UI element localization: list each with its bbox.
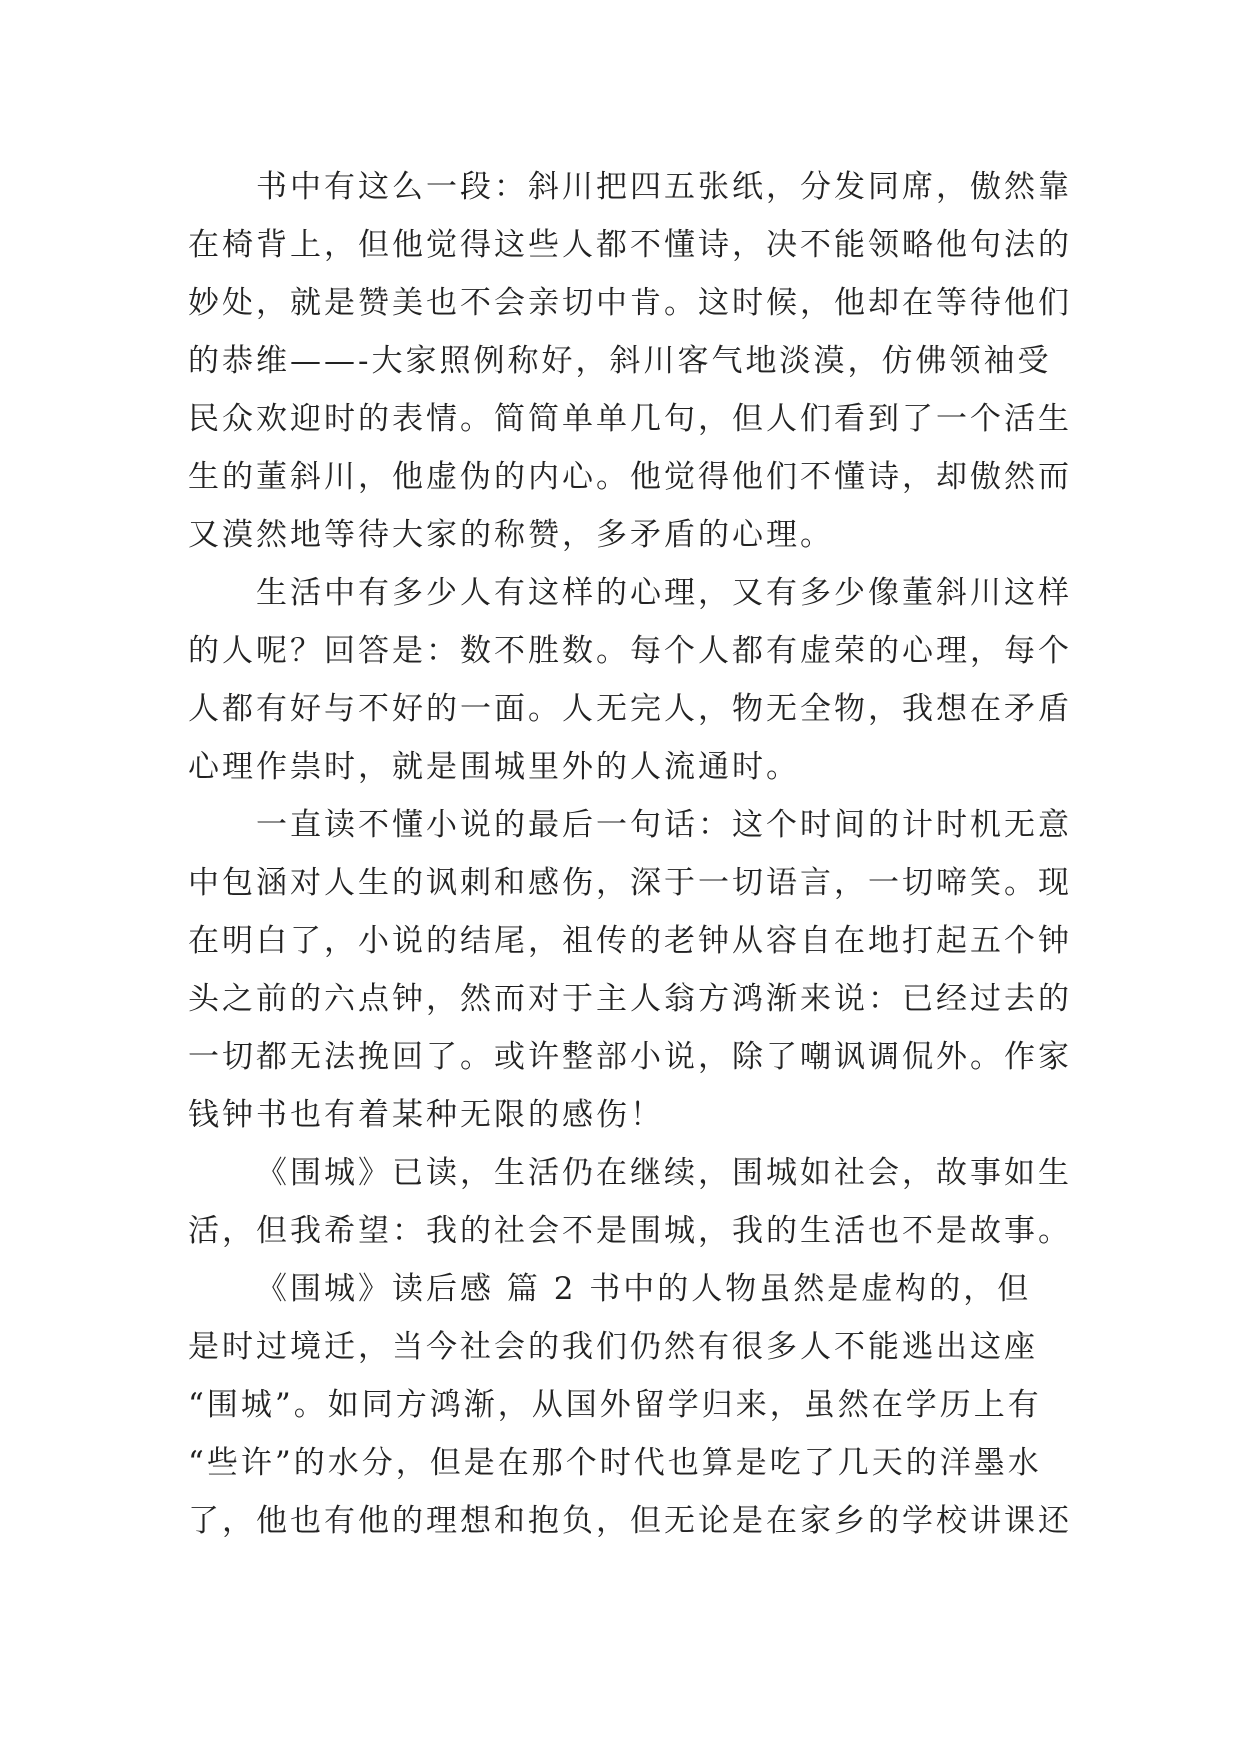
paragraph-line: 生的董斜川，他虚伪的内心。他觉得他们不懂诗，却傲然而 <box>188 459 1072 495</box>
paragraph-line: 头之前的六点钟，然而对于主人翁方鸿渐来说：已经过去的 <box>188 981 1072 1017</box>
paragraph <box>188 158 1072 564</box>
paragraph-line: 钱钟书也有着某种无限的感伤！ <box>188 1097 664 1133</box>
paragraph-line: 妙处，就是赞美也不会亲切中肯。这时候，他却在等待他们 <box>188 285 1072 321</box>
paragraph-line: 一直读不懂小说的最后一句话：这个时间的计时机无意 <box>256 807 1072 843</box>
paragraph <box>188 1260 1072 1550</box>
paragraph-line: 心理作祟时，就是围城里外的人流通时。 <box>188 749 800 785</box>
paragraph-line: 在明白了，小说的结尾，祖传的老钟从容自在地打起五个钟 <box>188 923 1072 959</box>
paragraph-line: 在椅背上，但他觉得这些人都不懂诗，决不能领略他句法的 <box>188 227 1072 263</box>
paragraph-line: 一切都无法挽回了。或许整部小说，除了嘲讽调侃外。作家 <box>188 1039 1072 1075</box>
paragraph <box>188 796 1072 1144</box>
paragraph-line: “些许”的水分，但是在那个时代也算是吃了几天的洋墨水 <box>188 1445 1042 1481</box>
paragraph-line: 是时过境迁，当今社会的我们仍然有很多人不能逃出这座 <box>188 1329 1038 1365</box>
paragraph-line: 民众欢迎时的表情。简简单单几句，但人们看到了一个活生 <box>188 401 1072 437</box>
paragraph-line: “围城”。如同方鸿渐，从国外留学归来，虽然在学历上有 <box>188 1387 1042 1423</box>
paragraph-line: 的人呢？回答是：数不胜数。每个人都有虚荣的心理，每个 <box>188 633 1072 669</box>
paragraph-line: 书中有这么一段：斜川把四五张纸，分发同席，傲然靠 <box>256 169 1072 205</box>
paragraph <box>188 564 1072 796</box>
paragraph-line: 人都有好与不好的一面。人无完人，物无全物，我想在矛盾 <box>188 691 1072 727</box>
paragraph-line: 了，他也有他的理想和抱负，但无论是在家乡的学校讲课还 <box>188 1503 1072 1539</box>
document-body <box>188 158 1072 1550</box>
paragraph-line: 的恭维——-大家照例称好，斜川客气地淡漠，仿佛领袖受 <box>188 343 1052 379</box>
paragraph-line: 又漠然地等待大家的称赞，多矛盾的心理。 <box>188 517 834 553</box>
paragraph-line: 中包涵对人生的讽刺和感伤，深于一切语言，一切啼笑。现 <box>188 865 1072 901</box>
paragraph-line: 《围城》已读，生活仍在继续，围城如社会，故事如生 <box>256 1155 1072 1191</box>
paragraph-line: 《围城》读后感 篇 2 书中的人物虽然是虚构的，但 <box>256 1271 1032 1307</box>
paragraph-line: 活，但我希望：我的社会不是围城，我的生活也不是故事。 <box>188 1213 1072 1249</box>
paragraph-line: 生活中有多少人有这样的心理，又有多少像董斜川这样 <box>256 575 1072 611</box>
paragraph <box>188 1144 1072 1260</box>
